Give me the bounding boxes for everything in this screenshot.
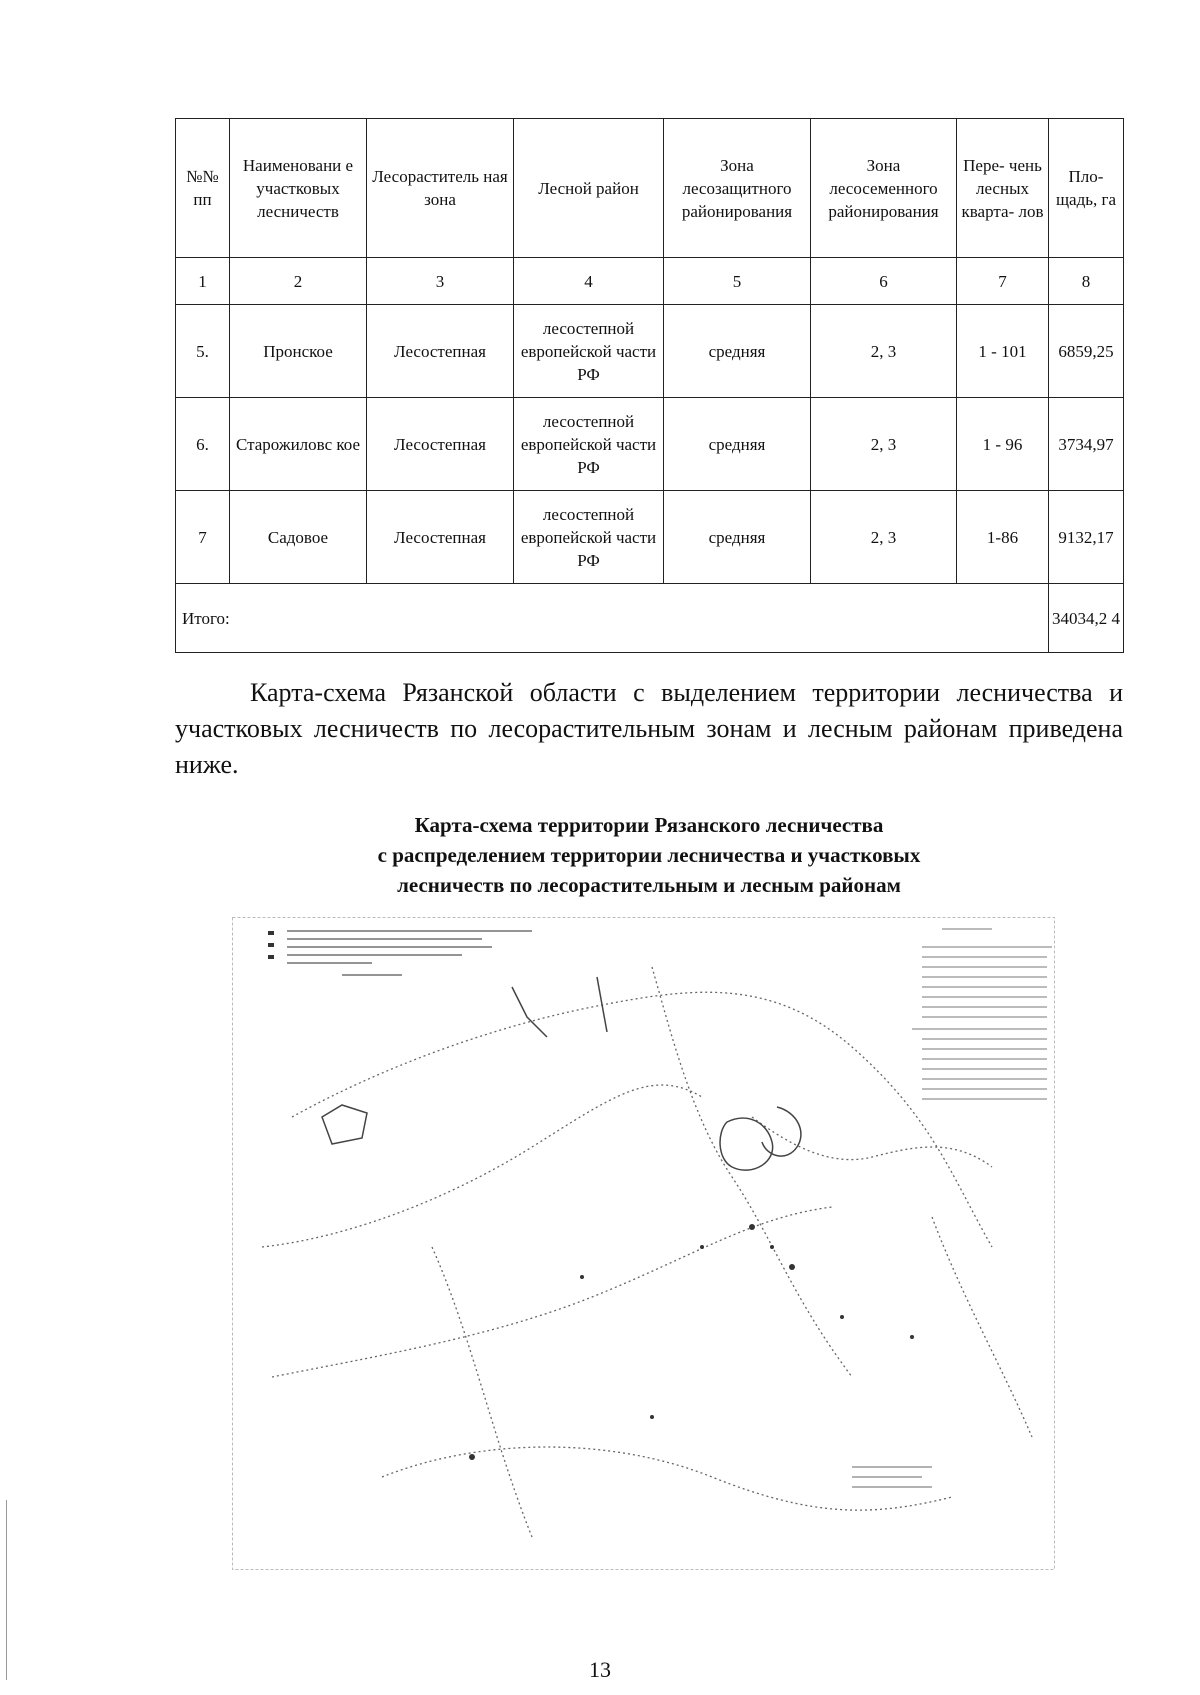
total-row <box>176 584 1124 653</box>
map-title <box>175 810 1123 900</box>
forestry-name: Садовое <box>230 491 367 584</box>
table-row <box>176 305 1124 398</box>
table-row <box>176 398 1124 491</box>
column-number: 4 <box>514 258 664 305</box>
vegetation-zone: Лесостепная <box>367 305 514 398</box>
quarters-list: 1 - 101 <box>957 305 1049 398</box>
total-value: 34034,2 4 <box>1049 584 1124 653</box>
column-number: 7 <box>957 258 1049 305</box>
header-cell: Зона лесосеменного районирования <box>811 119 957 258</box>
column-number: 6 <box>811 258 957 305</box>
column-number: 1 <box>176 258 230 305</box>
column-number: 2 <box>230 258 367 305</box>
forest-district: лесостепной европейской части РФ <box>514 491 664 584</box>
forest-district: лесостепной европейской части РФ <box>514 398 664 491</box>
protection-zone: средняя <box>664 398 811 491</box>
map-title-line: Карта-схема территории Рязанского лесничества <box>414 813 884 837</box>
seed-zone: 2, 3 <box>811 398 957 491</box>
vegetation-zone: Лесостепная <box>367 491 514 584</box>
row-number: 7 <box>176 491 230 584</box>
map-title-line: с распределением территории лесничества и участковых <box>377 843 921 867</box>
forest-map-image <box>232 917 1055 1570</box>
area-value: 6859,25 <box>1049 305 1124 398</box>
header-cell: Лесораститель ная зона <box>367 119 514 258</box>
forest-district: лесостепной европейской части РФ <box>514 305 664 398</box>
table-row <box>176 491 1124 584</box>
map-title-line: лесничеств по лесорастительным и лесным районам <box>397 873 901 897</box>
header-cell: Лесной район <box>514 119 664 258</box>
page-number: 13 <box>589 1657 611 1682</box>
area-value: 9132,17 <box>1049 491 1124 584</box>
area-value: 3734,97 <box>1049 398 1124 491</box>
table-header-row <box>176 119 1124 258</box>
header-cell: Зона лесозащитного районирования <box>664 119 811 258</box>
quarters-list: 1 - 96 <box>957 398 1049 491</box>
forestry-name: Пронское <box>230 305 367 398</box>
column-number-row <box>176 258 1124 305</box>
header-cell: Пере- чень лесных кварта- лов <box>957 119 1049 258</box>
column-number: 3 <box>367 258 514 305</box>
seed-zone: 2, 3 <box>811 305 957 398</box>
forestry-name: Старожиловс кое <box>230 398 367 491</box>
protection-zone: средняя <box>664 305 811 398</box>
header-cell: Пло- щадь, га <box>1049 119 1124 258</box>
quarters-list: 1-86 <box>957 491 1049 584</box>
row-number: 6. <box>176 398 230 491</box>
header-cell: №№ пп <box>176 119 230 258</box>
total-label: Итого: <box>176 584 1049 653</box>
seed-zone: 2, 3 <box>811 491 957 584</box>
scan-edge-line <box>6 1500 7 1680</box>
header-cell: Наименовани е участковых лесничеств <box>230 119 367 258</box>
forest-districts-table <box>175 118 1124 653</box>
column-number: 8 <box>1049 258 1124 305</box>
vegetation-zone: Лесостепная <box>367 398 514 491</box>
protection-zone: средняя <box>664 491 811 584</box>
row-number: 5. <box>176 305 230 398</box>
body-paragraph: Карта-схема Рязанской области с выделением территории лесничества и участковых лесничеств по лесорастительным зонам и лесным районам приведена ниже. <box>175 678 1123 779</box>
column-number: 5 <box>664 258 811 305</box>
